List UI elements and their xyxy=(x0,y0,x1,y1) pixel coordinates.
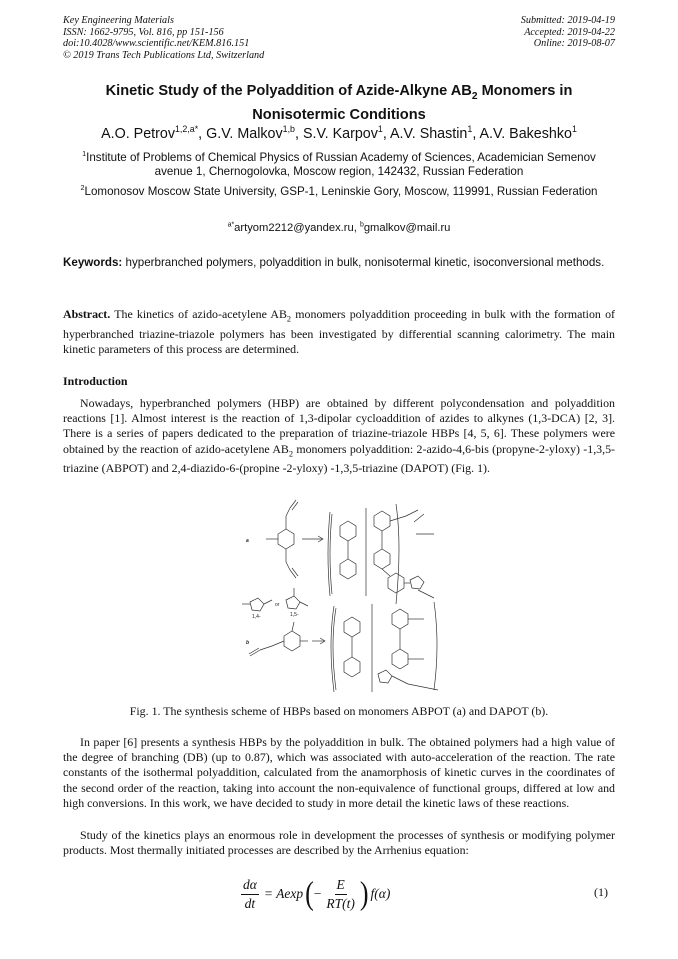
section-heading-introduction: Introduction xyxy=(63,374,128,388)
keywords-text: hyperbranched polymers, polyaddition in bulk, nonisotermal kinetic, isoconversional methods. xyxy=(122,256,605,269)
date-online: Online: 2019-08-07 xyxy=(533,38,615,50)
figure-label-1-5: 1,5- xyxy=(290,612,299,618)
affiliation-1: $^1$Institute of Problems of Chemical Physics of Russian Academy of Sciences, Academician Semenov avenue 1, Chernogolovka, Moscow region, 142432, Russian Federation xyxy=(82,149,596,179)
author-name: A.V. Bakeshko xyxy=(479,126,572,142)
abstract: Abstract. The kinetics of azido-acetylene $AB_2$ monomers polyaddition proceeding in bulk with the formation of hyperbranched triazine-triazole polymers has been investigated by differential scanning calorimetry. The main kinetic parameters of this process are determined. xyxy=(63,307,615,356)
keywords-label: Keywords: xyxy=(63,256,123,269)
abstract-label: Abstract. xyxy=(63,307,111,321)
figure-label-b: b xyxy=(246,640,250,646)
affiliation-2: $^2$Lomonosov Moscow State University, GSP-1, Leninskie Gory, Moscow, 119991, Russian Federation xyxy=(80,183,598,198)
author-list: A.O. Petrov$^{1,2,a*}$, G.V. Malkov$^{1,b}$, S.V. Karpov$^1$, A.V. Shastin$^1$, A.V. Bakeshko$^1$ xyxy=(101,124,577,142)
author-name: G.V. Malkov xyxy=(206,126,283,142)
figure-label-a: a xyxy=(246,538,249,544)
author-name: S.V. Karpov xyxy=(302,126,378,142)
journal-doi: doi:10.4028/www.scientific.net/KEM.816.151 xyxy=(63,38,250,50)
journal-issn: ISSN: 1662-9795, Vol. 816, pp 151-156 xyxy=(63,26,224,38)
body-paragraph: In paper [6] presents a synthesis HBPs by the polyaddition in bulk. The obtained polymers had a high value of the degree of branching (DB) (up to 0.87), which was associated with auto-acceleration of the reaction. The rate constants of the isothermal polyaddition, calculated from the anamorphosis of kinetic curves in the coordinates of the second order of the reaction, taking into account the non-equivalence of functional groups, differed at low and high conversions. In this work, we have decided to study in more detail the kinetic laws of these reactions. xyxy=(63,735,615,810)
paper-title: Kinetic Study of the Polyaddition of Azide-Alkyne $AB_2$ Monomers in Nonisotermic Conditions xyxy=(105,83,573,123)
journal-name: Key Engineering Materials xyxy=(63,15,174,26)
dates-info xyxy=(521,15,615,50)
email-link-a[interactable]: artyom2212@yandex.ru xyxy=(234,222,354,234)
equation-number: (1) xyxy=(594,885,608,899)
arrhenius-equation: $\frac{d\alpha}{dt}$ = Aexp ( − $\frac{E}{RT(t)}$ ) f(α) xyxy=(243,875,391,912)
figure-label-or: or xyxy=(275,602,280,608)
journal-copyright: © 2019 Trans Tech Publications Ltd, Switzerland xyxy=(63,49,265,61)
figure-caption: Fig. 1. The synthesis scheme of HBPs based on monomers ABPOT (a) and DAPOT (b). xyxy=(129,704,549,718)
date-submitted: Submitted: 2019-04-19 xyxy=(520,15,615,26)
intro-paragraph: Nowadays, hyperbranched polymers (HBP) are obtained by different polycondensation and polyaddition reactions [1]. Almost interest is the reaction of 1,3-dipolar cycloaddition of azides to alkynes (1,3-DCA) [2, 3]. There is a series of papers dedicated to the preparation of triazine-triazole HBPs [4, 5, 6]. These polymers were obtained by the reaction of azido-acetylene $AB_2$ monomers polyaddition: 2-azido-4,6-bis (propyne-2-yloxy) -1,3,5-triazine (ABPOT) and 2,4-diazido-6-(propine -2-yloxy) -1,3,5-triazine (DAPOT) (Fig. 1). xyxy=(63,396,615,476)
synthesis-scheme-figure xyxy=(238,494,460,698)
keywords xyxy=(63,256,615,270)
author-emails: $^{a*}$artyom2212@yandex.ru, $^b$gmalkov@mail.ru xyxy=(227,221,451,234)
body-paragraph: Study of the kinetics plays an enormous role in development the processes of synthesis or modifying polymer products. Most thermally initiated processes are described by the Arrhenius equation: xyxy=(63,828,615,858)
date-accepted: Accepted: 2019-04-22 xyxy=(524,26,615,38)
figure-label-1-4: 1,4- xyxy=(252,614,261,620)
email-link-b[interactable]: gmalkov@mail.ru xyxy=(363,222,451,234)
journal-info xyxy=(63,15,264,61)
equation-rhs-fraction: $\frac{E}{RT(t)}$ xyxy=(326,876,355,911)
triazine-ring xyxy=(278,529,294,549)
author-name: A.O. Petrov xyxy=(101,126,175,142)
author-name: A.V. Shastin xyxy=(390,126,468,142)
equation-lhs-fraction: $\frac{d\alpha}{dt}$ xyxy=(243,876,257,911)
